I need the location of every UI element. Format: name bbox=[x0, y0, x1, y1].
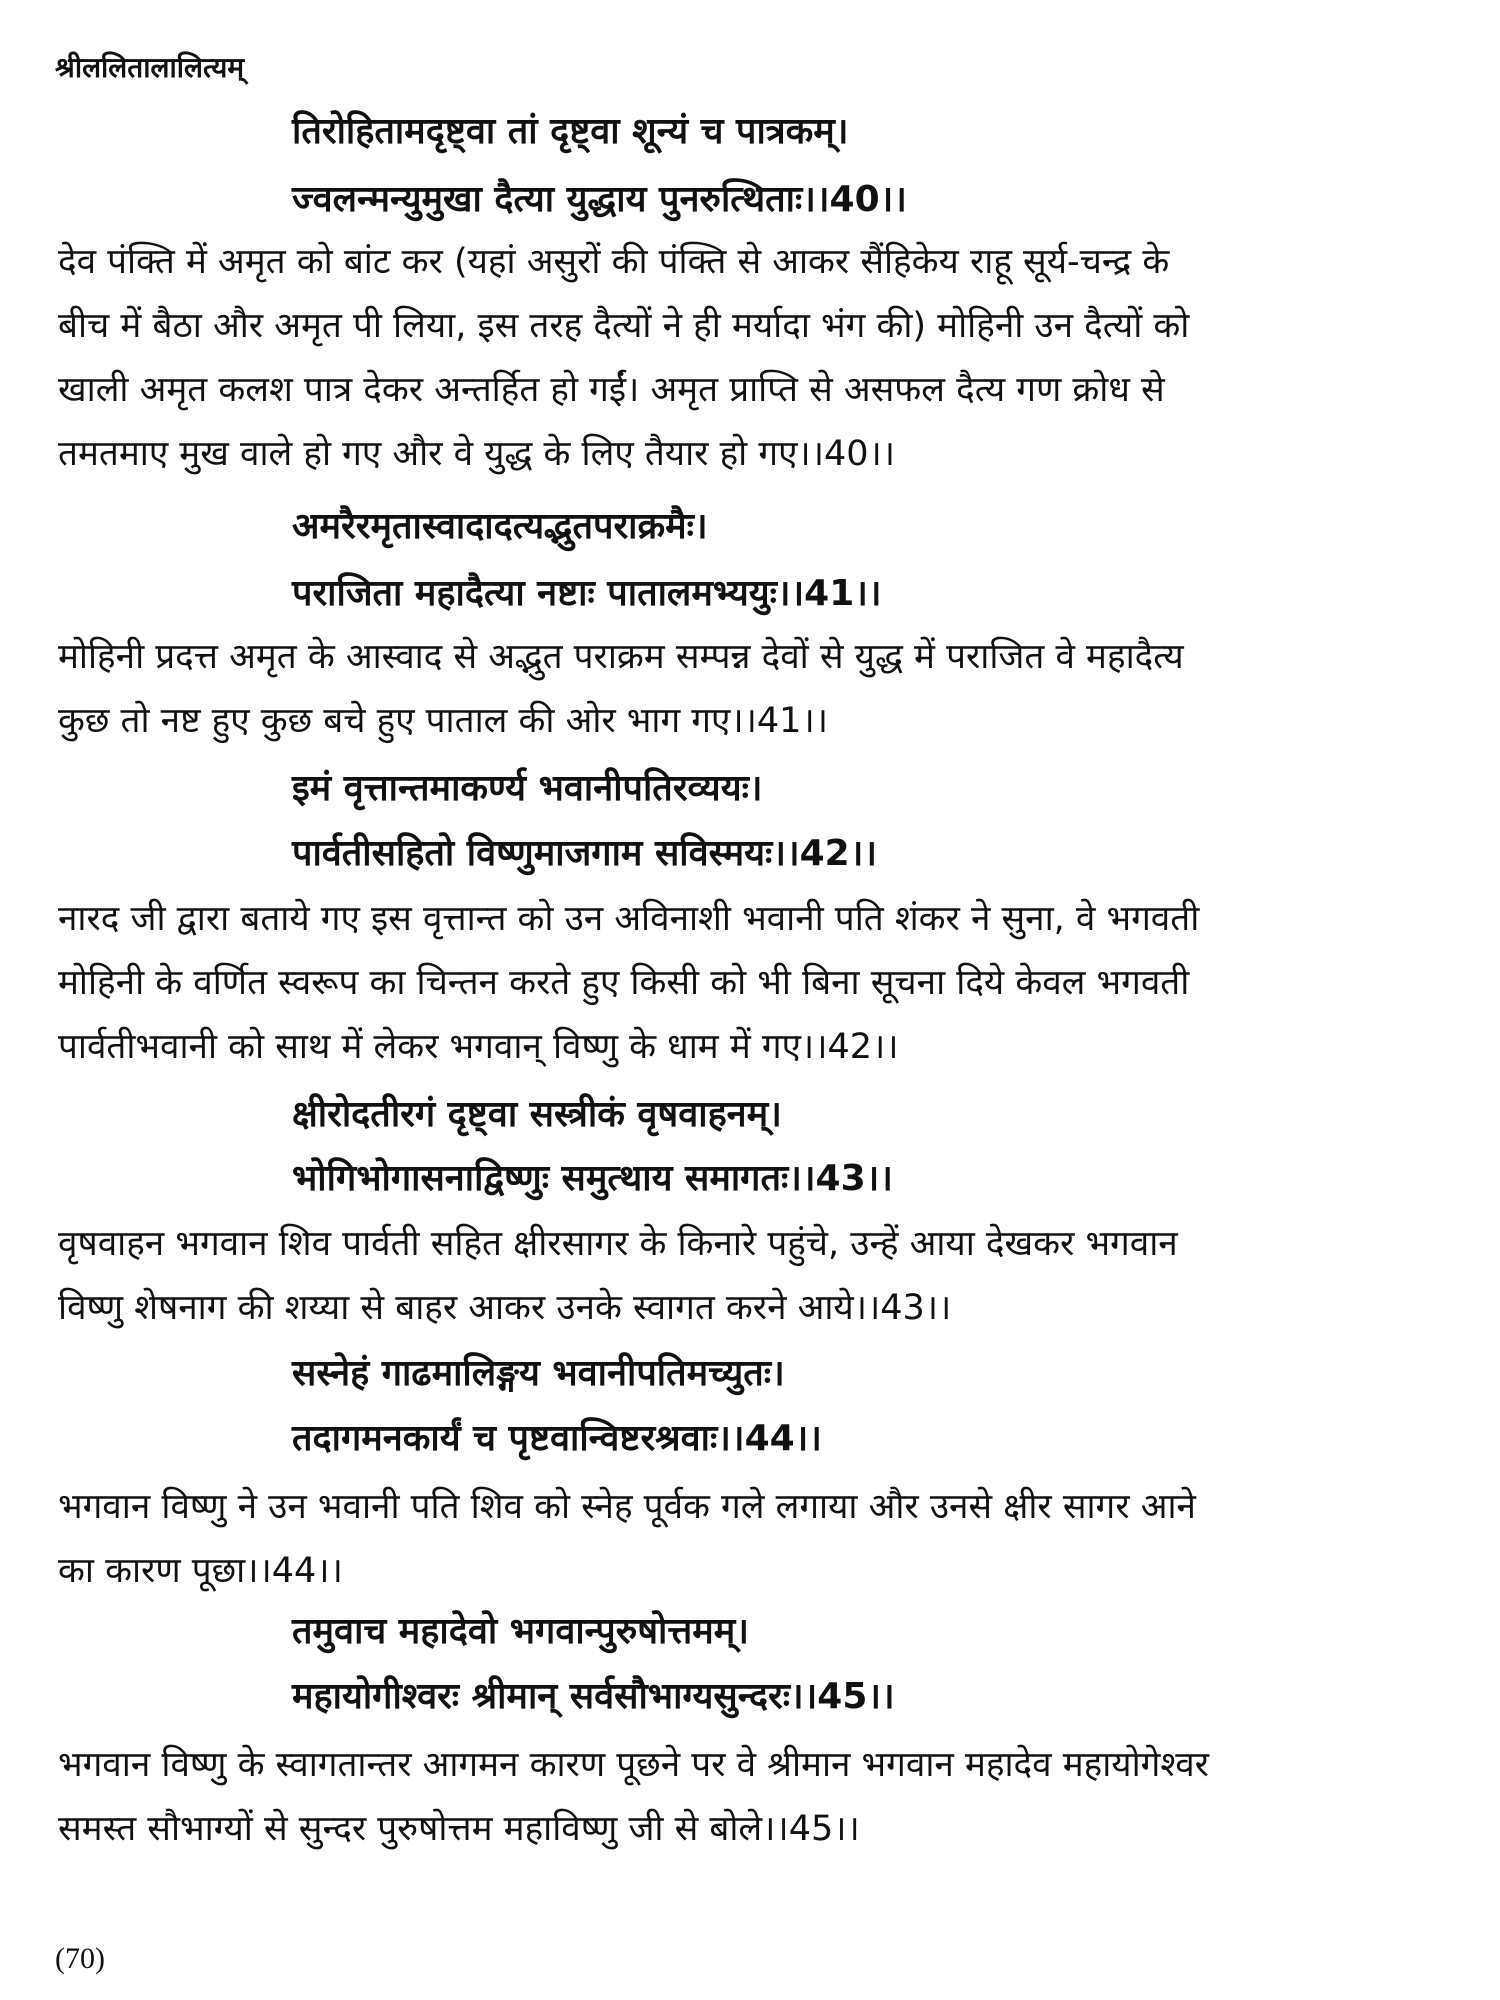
verse-43-line-1: क्षीरोदतीरगं दृष्ट्वा सस्त्रीकं वृषवाहनम्। bbox=[292, 1094, 782, 1135]
verse-44-line-2: तदागमनकार्यं च पृष्टवान्विष्टरश्रवाः।।44।। bbox=[292, 1418, 822, 1459]
verse-41-line-1: अमरैरमृतास्वादादत्यद्भुतपराक्रमैः। bbox=[292, 506, 708, 547]
meaning-42-line-3: पार्वतीभवानी को साथ में लेकर भगवान् विष्णु के धाम में गए।।42।। bbox=[58, 1027, 899, 1067]
meaning-42 bbox=[58, 887, 1448, 1079]
meaning-41-line-1: मोहिनी प्रदत्त अमृत के आस्वाद से अद्भुत पराक्रम सम्पन्न देवों से युद्ध में पराजित वे महादैत्य bbox=[58, 637, 1184, 677]
meaning-40-line-3: खाली अमृत कलश पात्र देकर अन्तर्हित हो गईं। अमृत प्राप्ति से असफल दैत्य गण क्रोध से bbox=[58, 370, 1165, 410]
verse-43-line-2: भोगिभोगासनाद्विष्णुः समुत्थाय समागतः।।43।। bbox=[292, 1158, 893, 1199]
meaning-44 bbox=[58, 1475, 1448, 1603]
meaning-43 bbox=[58, 1212, 1448, 1340]
verse-41-line-2: पराजिता महादैत्या नष्टाः पातालमभ्ययुः।।41।। bbox=[292, 573, 882, 614]
meaning-44-line-2: का कारण पूछा।।44।। bbox=[58, 1551, 343, 1591]
page-number: (70) bbox=[55, 1942, 105, 1975]
meaning-40-line-1: देव पंक्ति में अमृत को बांट कर (यहां असुरों की पंक्ति से आकर सैंहिकेय राहू सूर्य-चन्द्र के bbox=[58, 242, 1170, 282]
meaning-40-line-4: तमतमाए मुख वाले हो गए और वे युद्ध के लिए तैयार हो गए।।40।। bbox=[58, 434, 896, 474]
meaning-45 bbox=[58, 1733, 1448, 1861]
meaning-45-line-1: भगवान विष्णु के स्वागतान्तर आगमन कारण पूछने पर वे श्रीमान भगवान महादेव महायोगेश्वर bbox=[58, 1745, 1209, 1785]
meaning-41 bbox=[58, 625, 1448, 753]
meaning-43-line-1: वृषवाहन भगवान शिव पार्वती सहित क्षीरसागर के किनारे पहुंचे, उन्हें आया देखकर भगवान bbox=[58, 1224, 1178, 1264]
meaning-41-line-2: कुछ तो नष्ट हुए कुछ बचे हुए पाताल की ओर भाग गए।।41।। bbox=[58, 701, 828, 741]
verse-40-line-2: ज्वलन्मन्युमुखा दैत्या युद्धाय पुनरुत्थिताः।।40।। bbox=[292, 179, 907, 220]
meaning-40-line-2: बीच में बैठा और अमृत पी लिया, इस तरह दैत्यों ने ही मर्यादा भंग की) मोहिनी उन दैत्यों को bbox=[58, 306, 1190, 346]
meaning-45-line-2: समस्त सौभाग्यों से सुन्दर पुरुषोत्तम महाविष्णु जी से बोले।।45।। bbox=[58, 1809, 860, 1849]
verse-45-line-1: तमुवाच महादेवो भगवान्पुरुषोत्तमम्। bbox=[292, 1611, 749, 1652]
meaning-40 bbox=[58, 230, 1448, 486]
verse-42-line-2: पार्वतीसहितो विष्णुमाजगाम सविस्मयः।।42।। bbox=[292, 833, 877, 874]
verse-45-line-2: महायोगीश्वरः श्रीमान् सर्वसौभाग्यसुन्दरः।।45।। bbox=[292, 1676, 895, 1717]
verse-44-line-1: सस्नेहं गाढमालिङ्गय भवानीपतिमच्युतः। bbox=[292, 1353, 785, 1394]
meaning-44-line-1: भगवान विष्णु ने उन भवानी पति शिव को स्नेह पूर्वक गले लगाया और उनसे क्षीर सागर आने bbox=[58, 1487, 1196, 1527]
running-header: श्रीललितालालित्यम् bbox=[55, 51, 245, 84]
verse-42-line-1: इमं वृत्तान्तमाकर्ण्य भवानीपतिरव्ययः। bbox=[292, 768, 763, 809]
meaning-42-line-2: मोहिनी के वर्णित स्वरूप का चिन्तन करते हुए किसी को भी बिना सूचना दिये केवल भगवती bbox=[58, 963, 1190, 1003]
meaning-42-line-1: नारद जी द्वारा बताये गए इस वृत्तान्त को उन अविनाशी भवानी पति शंकर ने सुना, वे भगवती bbox=[58, 899, 1200, 939]
verse-40-line-1: तिरोहितामदृष्ट्वा तां दृष्ट्वा शून्यं च पात्रकम्। bbox=[292, 111, 849, 152]
meaning-43-line-2: विष्णु शेषनाग की शय्या से बाहर आकर उनके स्वागत करने आये।।43।। bbox=[58, 1288, 952, 1328]
